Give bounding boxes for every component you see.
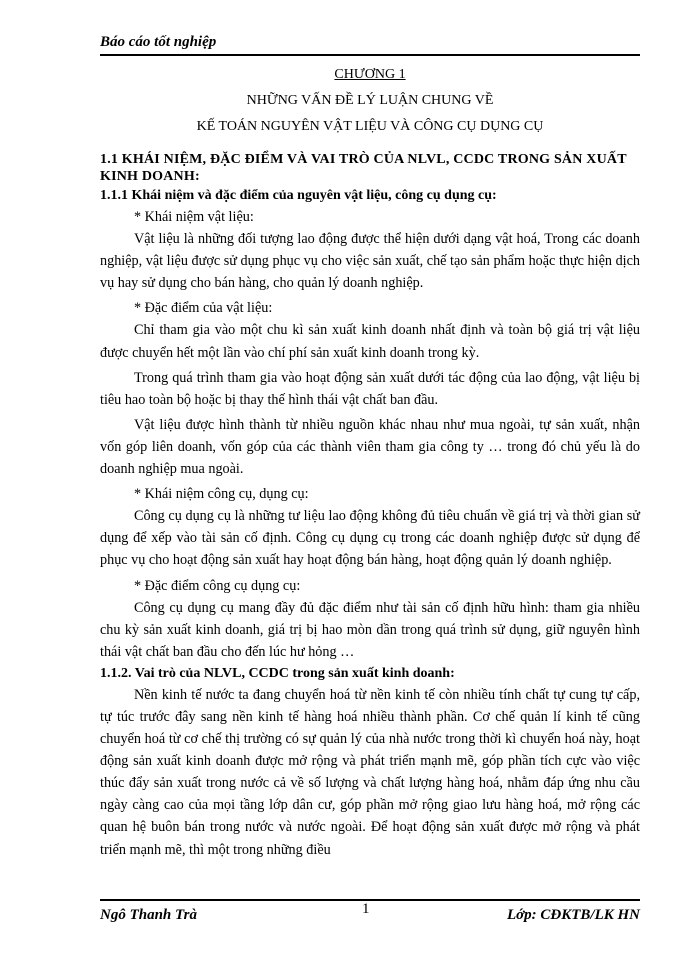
section-1-1-2-heading: 1.1.2. Vai trò của NLVL, CCDC trong sản xuất kinh doanh: [100, 665, 455, 681]
material-features-heading: * Đặc điểm của vật liệu: [134, 300, 273, 317]
material-features-paragraph-1: Chỉ tham gia vào một chu kì sản xuất kinh doanh nhất định và toàn bộ giá trị vật liệu được chuyển hết một lần vào chí phí sản xuất kinh doanh trong kỳ. [100, 322, 640, 361]
document-body [100, 62, 640, 861]
footer-divider [100, 899, 640, 901]
chapter-number: CHƯƠNG 1 [334, 67, 406, 82]
tool-features-paragraph: Công cụ dụng cụ mang đầy đủ đặc điểm như tài sản cố định hữu hình: tham gia nhiều chu kỳ sản xuất kinh doanh, giá trị bị hao mòn dần trong quá trình sử dụng, giữ nguyên hình thái vật chất ban đầu cho đến lúc hư hỏng … [100, 599, 640, 660]
chapter-heading [100, 64, 640, 137]
report-title: Báo cáo tốt nghiệp [100, 34, 217, 50]
page-number: 1 [362, 901, 370, 917]
section-1-1-heading: 1.1 KHÁI NIỆM, ĐẶC ĐIỂM VÀ VAI TRÒ CỦA NLVL, CCDC TRONG SẢN XUẤT KINH DOANH: [100, 152, 627, 184]
material-features-paragraph-2: Trong quá trình tham gia vào hoạt động sản xuất dưới tác động của lao động, vật liệu bị tiêu hao toàn bộ hoặc bị thay thế hình thái vật chất ban đầu. [100, 369, 640, 408]
material-concept-paragraph: Vật liệu là những đối tượng lao động được thể hiện dưới dạng vật hoá, Trong các doanh nghiệp, vật liệu được sử dụng phục vụ cho việc sản xuất, chế tạo sản phẩm hoặc thực hiện dịch vụ hay sử dụng cho bán hàng, cho quản lý doanh nghiệp. [100, 231, 640, 292]
material-concept-heading: * Khái niệm vật liệu: [134, 209, 254, 225]
section-1-1-1-heading: 1.1.1 Khái niệm và đặc điểm của nguyên vật liệu, công cụ dụng cụ: [100, 188, 497, 203]
chapter-title-line-1: NHỮNG VẤN ĐỀ LÝ LUẬN CHUNG VỀ [246, 93, 494, 108]
page-header [100, 32, 640, 56]
role-paragraph: Nền kinh tế nước ta đang chuyển hoá từ nền kinh tế còn nhiều tính chất tự cung tự cấp, tự túc trước đây sang nền kinh tế hàng hoá nhiều thành phần. Cơ chế quản lí kinh tế cũng chuyển hoá từ cơ chế thị trường có sự quản lý của nhà nước trong thời kì chuyển hoá này, hoạt động sản xuất kinh doanh được mở rộng và phát triển mạnh mẽ, góp phần tích cực vào việc thúc đẩy sản xuất trong nước cả về số lượng và chất lượng hàng hoá, nhằm đáp ứng nhu cầu ngày càng cao của mọi tầng lớp dân cư, góp phần mở rộng giao lưu hàng hoá, mở rộng các quan hệ buôn bán trong nước và nước ngoài. Để hoạt động sản xuất được mở rộng và phát triển mạnh mẽ, thì một trong những điều [100, 686, 640, 858]
tool-concept-heading: * Khái niệm công cụ, dụng cụ: [134, 486, 309, 503]
tool-concept-paragraph: Công cụ dụng cụ là những tư liệu lao động không đủ tiêu chuẩn về giá trị và thời gian sử dụng để xếp vào tài sản cố định. Công cụ dụng cụ trong các doanh nghiệp được sử dụng để phục vụ cho hoạt động sản xuất hay hoạt động bán hàng, hoạt động quản lý doanh nghiệp. [100, 508, 640, 569]
page-footer [100, 899, 640, 929]
class-label: Lớp: CĐKTB/LK HN [506, 907, 640, 923]
material-features-paragraph-3: Vật liệu được hình thành từ nhiều nguồn khác nhau như mua ngoài, tự sản xuất, nhận vốn góp liên doanh, vốn góp của các thành viên tham gia công ty … trong đó chủ yếu là do doanh nghiệp mua ngoài. [100, 416, 640, 478]
tool-features-heading: * Đặc điểm công cụ dụng cụ: [134, 577, 301, 594]
chapter-title-line-2: KẾ TOÁN NGUYÊN VẬT LIỆU VÀ CÔNG CỤ DỤNG CỤ [196, 119, 544, 134]
author-name: Ngô Thanh Trà [100, 907, 197, 923]
header-divider [100, 54, 640, 56]
